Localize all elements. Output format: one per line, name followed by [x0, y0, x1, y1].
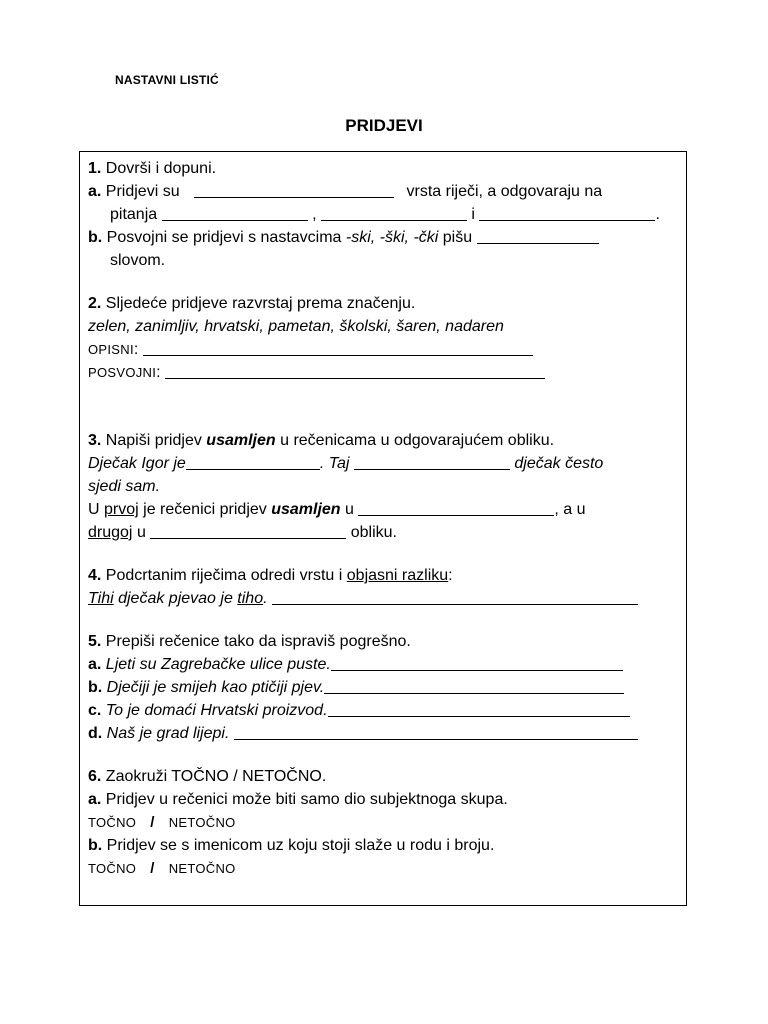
q4-sentence: . — [263, 590, 268, 607]
item-label: b. — [88, 679, 103, 696]
q1a-text: vrsta riječi, a odgovaraju na — [406, 183, 603, 200]
option-separator: / — [150, 860, 155, 877]
question-prompt: Sljedeće pridjeve razvrstaj prema značenju. — [105, 295, 416, 312]
colon: : — [133, 341, 139, 358]
question-number: 2. — [88, 295, 102, 312]
sentence-to-correct: To je domaći Hrvatski proizvod. — [105, 702, 328, 719]
item-label: a. — [88, 791, 102, 808]
answer-blank[interactable] — [477, 227, 599, 244]
true-option[interactable]: TOČNO — [88, 861, 137, 876]
q4-sentence: dječak pjevao je — [118, 590, 233, 607]
q3-text: , a u — [554, 501, 586, 518]
q1a-text: Pridjevi su — [105, 183, 180, 200]
statement: Pridjev se s imenicom uz koju stoji slaže u rodu i broju. — [106, 837, 495, 854]
q3-sentence: . Taj — [319, 455, 350, 472]
question-number: 4. — [88, 567, 102, 584]
q3-text: u — [345, 501, 354, 518]
colon: : — [156, 364, 161, 381]
true-option[interactable]: TOČNO — [88, 815, 137, 830]
question-6 — [88, 765, 680, 880]
q3-sentence: dječak često — [514, 455, 604, 472]
q1b-suffixes: -ski, -ški, -čki — [345, 229, 439, 246]
list-item — [88, 653, 680, 676]
false-option[interactable]: NETOČNO — [168, 815, 236, 830]
q4-underlined-word: tiho — [237, 590, 264, 607]
q3-text: u — [136, 524, 146, 541]
answer-blank[interactable] — [479, 204, 655, 221]
q1b-text: Posvojni se pridjevi s nastavcima — [106, 229, 342, 246]
list-item — [88, 699, 680, 722]
q1b-text: slovom. — [110, 252, 166, 269]
question-prompt: Dovrši i dopuni. — [105, 160, 217, 177]
q4-text: Podcrtanim riječima odredi vrstu i — [105, 567, 343, 584]
answer-blank[interactable] — [162, 204, 308, 221]
question-4 — [88, 564, 680, 610]
answer-blank[interactable] — [165, 362, 545, 379]
separator: i — [471, 206, 475, 223]
sentence-to-correct: Dječiji je smijeh kao ptičiji pjev. — [106, 679, 325, 696]
q4-text: objasni razliku — [346, 567, 449, 584]
category-label: POSVOJNI — [88, 365, 157, 380]
option-separator: / — [150, 814, 155, 831]
q3-text: je rečenici pridjev — [143, 501, 267, 518]
separator: . — [655, 206, 660, 223]
question-prompt: Prepiši rečenice tako da ispraviš pogrešno. — [105, 633, 411, 650]
answer-blank[interactable] — [328, 700, 630, 717]
page-title: PRIDJEVI — [345, 116, 423, 135]
sentence-to-correct: Naš je grad lijepi. — [106, 725, 230, 742]
answer-blank[interactable] — [331, 654, 623, 671]
question-1 — [88, 157, 680, 272]
q1b-text: pišu — [442, 229, 473, 246]
sentence-to-correct: Ljeti su Zagrebačke ulice puste. — [105, 656, 331, 673]
question-number: 3. — [88, 432, 102, 449]
answer-blank[interactable] — [186, 453, 320, 470]
item-label: a. — [88, 656, 102, 673]
question-number: 6. — [88, 768, 102, 785]
q3-sentence: sjedi sam. — [88, 478, 161, 495]
question-5 — [88, 630, 680, 745]
answer-blank[interactable] — [321, 204, 467, 221]
colon: : — [448, 567, 453, 584]
q3-word: usamljen — [271, 501, 341, 518]
separator: , — [312, 206, 317, 223]
answer-blank[interactable] — [234, 723, 638, 740]
list-item — [88, 676, 680, 699]
list-item — [88, 722, 680, 745]
worksheet-header: NASTAVNI LISTIĆ — [115, 73, 219, 87]
q4-underlined-word: Tihi — [88, 590, 114, 607]
category-label: OPISNI — [88, 342, 134, 357]
answer-blank[interactable] — [358, 499, 554, 516]
item-label: b. — [88, 229, 103, 246]
q3-text: Napiši pridjev — [105, 432, 202, 449]
answer-blank[interactable] — [354, 453, 510, 470]
q3-text: U — [88, 501, 100, 518]
q3-text: u rečenicama u odgovarajućem obliku. — [280, 432, 555, 449]
q1a-text: pitanja — [110, 206, 158, 223]
question-prompt: Zaokruži TOČNO / NETOČNO. — [105, 768, 327, 785]
item-label: d. — [88, 725, 103, 742]
item-label: b. — [88, 837, 103, 854]
item-label: c. — [88, 702, 102, 719]
question-3 — [88, 429, 680, 544]
q3-text: drugoj — [88, 524, 133, 541]
false-option[interactable]: NETOČNO — [168, 861, 236, 876]
question-number: 5. — [88, 633, 102, 650]
adjective-list: zelen, zanimljiv, hrvatski, pametan, školski, šaren, nadaren — [88, 318, 504, 335]
question-2 — [88, 292, 680, 384]
q3-word: usamljen — [206, 432, 276, 449]
answer-blank[interactable] — [272, 588, 638, 605]
answer-blank[interactable] — [143, 339, 533, 356]
answer-blank[interactable] — [324, 677, 624, 694]
question-number: 1. — [88, 160, 102, 177]
q3-text: prvoj — [104, 501, 139, 518]
q3-text: obliku. — [350, 524, 397, 541]
answer-blank[interactable] — [150, 522, 346, 539]
statement: Pridjev u rečenici može biti samo dio subjektnoga skupa. — [105, 791, 508, 808]
q3-sentence: Dječak Igor je — [88, 455, 186, 472]
item-label: a. — [88, 183, 102, 200]
answer-blank[interactable] — [194, 181, 394, 198]
worksheet-content — [88, 157, 680, 880]
